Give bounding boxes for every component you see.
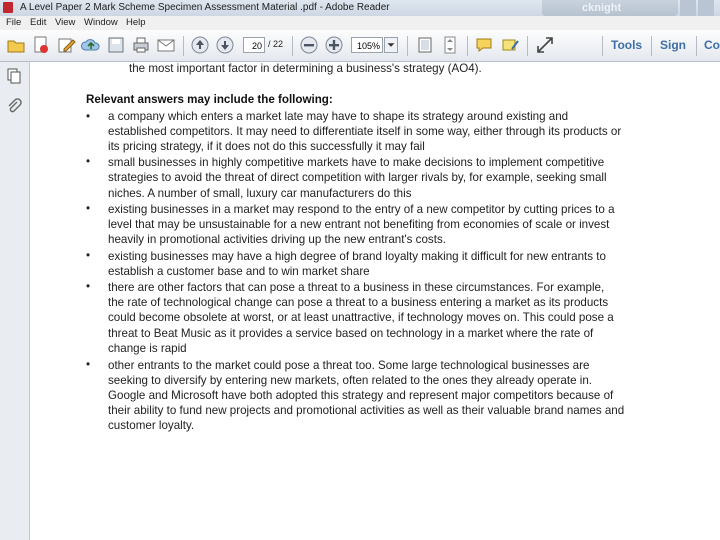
zoom-dropdown[interactable] bbox=[384, 37, 398, 53]
toolbar-separator bbox=[467, 36, 468, 56]
menu-view[interactable]: View bbox=[55, 17, 76, 28]
scroll-mode-button[interactable] bbox=[440, 35, 460, 55]
user-badge bbox=[542, 0, 678, 16]
printer-icon bbox=[131, 35, 151, 55]
bullet-line: the rate of technological change can pose a threat to a business entering a market as its products bbox=[108, 296, 609, 309]
menu-file[interactable]: File bbox=[6, 17, 22, 28]
open-folder-icon bbox=[6, 35, 26, 55]
save-icon bbox=[106, 35, 126, 55]
edit-document-icon bbox=[56, 35, 76, 55]
email-button[interactable] bbox=[156, 35, 176, 55]
tools-pane-link[interactable]: Tools bbox=[611, 38, 643, 52]
paperclip-icon bbox=[6, 98, 23, 115]
toolbar-separator bbox=[651, 36, 652, 56]
edit-button[interactable] bbox=[56, 35, 76, 55]
minus-icon bbox=[299, 35, 319, 55]
fit-page-icon bbox=[415, 35, 435, 55]
toolbar-separator bbox=[602, 36, 603, 56]
envelope-icon bbox=[156, 35, 176, 55]
toolbar-separator bbox=[407, 36, 408, 56]
bullet-line: established competitors. It may need to differentiate itself in some way, either through its products or bbox=[108, 125, 622, 138]
title-bar bbox=[0, 0, 720, 16]
highlighter-icon bbox=[500, 35, 520, 55]
zoom-in-button[interactable] bbox=[324, 35, 344, 55]
page-total: / 22 bbox=[268, 39, 284, 49]
previous-page-button[interactable] bbox=[190, 35, 210, 55]
fit-page-button[interactable] bbox=[415, 35, 435, 55]
sign-pane-link[interactable]: Sign bbox=[660, 38, 686, 52]
menu-edit[interactable]: Edit bbox=[30, 17, 47, 28]
full-screen-button[interactable] bbox=[535, 35, 555, 55]
bullet-icon: • bbox=[86, 358, 91, 371]
scroll-pages-icon bbox=[440, 35, 460, 55]
bullet-line: change is rapid bbox=[108, 342, 187, 355]
navigation-pane bbox=[0, 62, 30, 540]
user-name: cknight bbox=[582, 2, 622, 14]
bullet-line: strategies to avoid the threat of direct competition with larger rivals by, for example, seeking small bbox=[108, 171, 607, 184]
bullet-line: Google and Microsoft have both adopted this strategy and represent major competitors because of bbox=[108, 389, 614, 402]
bullet-line: seeking to diversify by entering new markets, often related to the ones they already operate in. bbox=[108, 374, 592, 387]
bullet-line: heavily in promotional activities driving up the new entrant's costs. bbox=[108, 233, 446, 246]
plus-icon bbox=[324, 35, 344, 55]
bullet-icon: • bbox=[86, 249, 91, 262]
next-page-button[interactable] bbox=[215, 35, 235, 55]
zoom-level-input[interactable]: 105% bbox=[351, 37, 383, 53]
menu-window[interactable]: Window bbox=[84, 17, 118, 28]
print-button[interactable] bbox=[131, 35, 151, 55]
chevron-down-icon bbox=[385, 38, 397, 52]
bullet-icon: • bbox=[86, 110, 91, 123]
bullet-line: its pricing strategy, if it does not do this successfully it may fail bbox=[108, 140, 425, 153]
toolbar-separator bbox=[696, 36, 697, 56]
bullet-line: small businesses in highly competitive markets have to make decisions to implement competitive bbox=[108, 156, 605, 169]
menu-help[interactable]: Help bbox=[126, 17, 146, 28]
page-thumbnails-icon bbox=[6, 68, 23, 85]
attachments-button[interactable] bbox=[6, 98, 23, 115]
bullet-line: establish a customer base and to win market share bbox=[108, 265, 370, 278]
bullet-line: their ability to fund new projects and promotional activities as well as their valuable brand names and bbox=[108, 404, 625, 417]
create-pdf-button[interactable] bbox=[31, 35, 51, 55]
bullet-line: other entrants to the market could pose a threat too. Some large technological businesses are bbox=[108, 359, 590, 372]
answers-heading: Relevant answers may include the following: bbox=[86, 93, 333, 106]
create-pdf-icon bbox=[31, 35, 51, 55]
save-button[interactable] bbox=[106, 35, 126, 55]
window-title: A Level Paper 2 Mark Scheme Specimen Assessment Material .pdf - Adobe Reader bbox=[20, 2, 390, 13]
upload-button[interactable] bbox=[81, 35, 101, 55]
bullet-line: niches. A number of small, luxury car manufacturers do this bbox=[108, 187, 412, 200]
bullet-line: existing businesses in a market may respond to the entry of a new competitor by cutting prices to a bbox=[108, 203, 615, 216]
page-number-input[interactable]: 20 bbox=[243, 37, 265, 53]
toolbar-separator bbox=[183, 36, 184, 56]
bullet-line: there are other factors that can pose a threat to a business in these circumstances. For example, bbox=[108, 281, 605, 294]
zoom-out-button[interactable] bbox=[299, 35, 319, 55]
document-page bbox=[30, 62, 720, 540]
speech-bubble-icon bbox=[474, 35, 494, 55]
highlight-button[interactable] bbox=[500, 35, 520, 55]
comment-button[interactable] bbox=[474, 35, 494, 55]
bullet-line: could become obsolete at worst, or at least unattractive, if technology moves on. This could pose a bbox=[108, 311, 614, 324]
adobe-reader-icon bbox=[3, 2, 13, 13]
menu-bar bbox=[0, 16, 720, 30]
minimize-button[interactable] bbox=[680, 0, 696, 16]
page-thumbnails-button[interactable] bbox=[6, 68, 23, 85]
bullet-line: a company which enters a market late may have to shape its strategy around existing and bbox=[108, 110, 569, 123]
bullet-line: existing businesses may have a high degree of brand loyalty making it difficult for new entrants to bbox=[108, 250, 606, 263]
toolbar bbox=[0, 30, 720, 62]
comment-pane-link[interactable]: Co bbox=[704, 38, 720, 52]
open-file-button[interactable] bbox=[6, 35, 26, 55]
bullet-icon: • bbox=[86, 202, 91, 215]
bullet-line: threat to Beat Music as it provides a service based on technology in a market where the rate of bbox=[108, 327, 594, 340]
toolbar-separator bbox=[527, 36, 528, 56]
expand-arrows-icon bbox=[535, 35, 555, 55]
maximize-button[interactable] bbox=[698, 0, 714, 16]
bullet-line: customer loyalty. bbox=[108, 419, 195, 432]
document-text-line: the most important factor in determining a business's strategy (AO4). bbox=[129, 62, 482, 75]
arrow-up-icon bbox=[190, 35, 210, 55]
bullet-icon: • bbox=[86, 280, 91, 293]
bullet-icon: • bbox=[86, 155, 91, 168]
cloud-upload-icon bbox=[81, 35, 101, 55]
bullet-line: level that may be unsustainable for a new entrant not benefiting from economies of scale or invest bbox=[108, 218, 610, 231]
toolbar-separator bbox=[292, 36, 293, 56]
arrow-down-icon bbox=[215, 35, 235, 55]
